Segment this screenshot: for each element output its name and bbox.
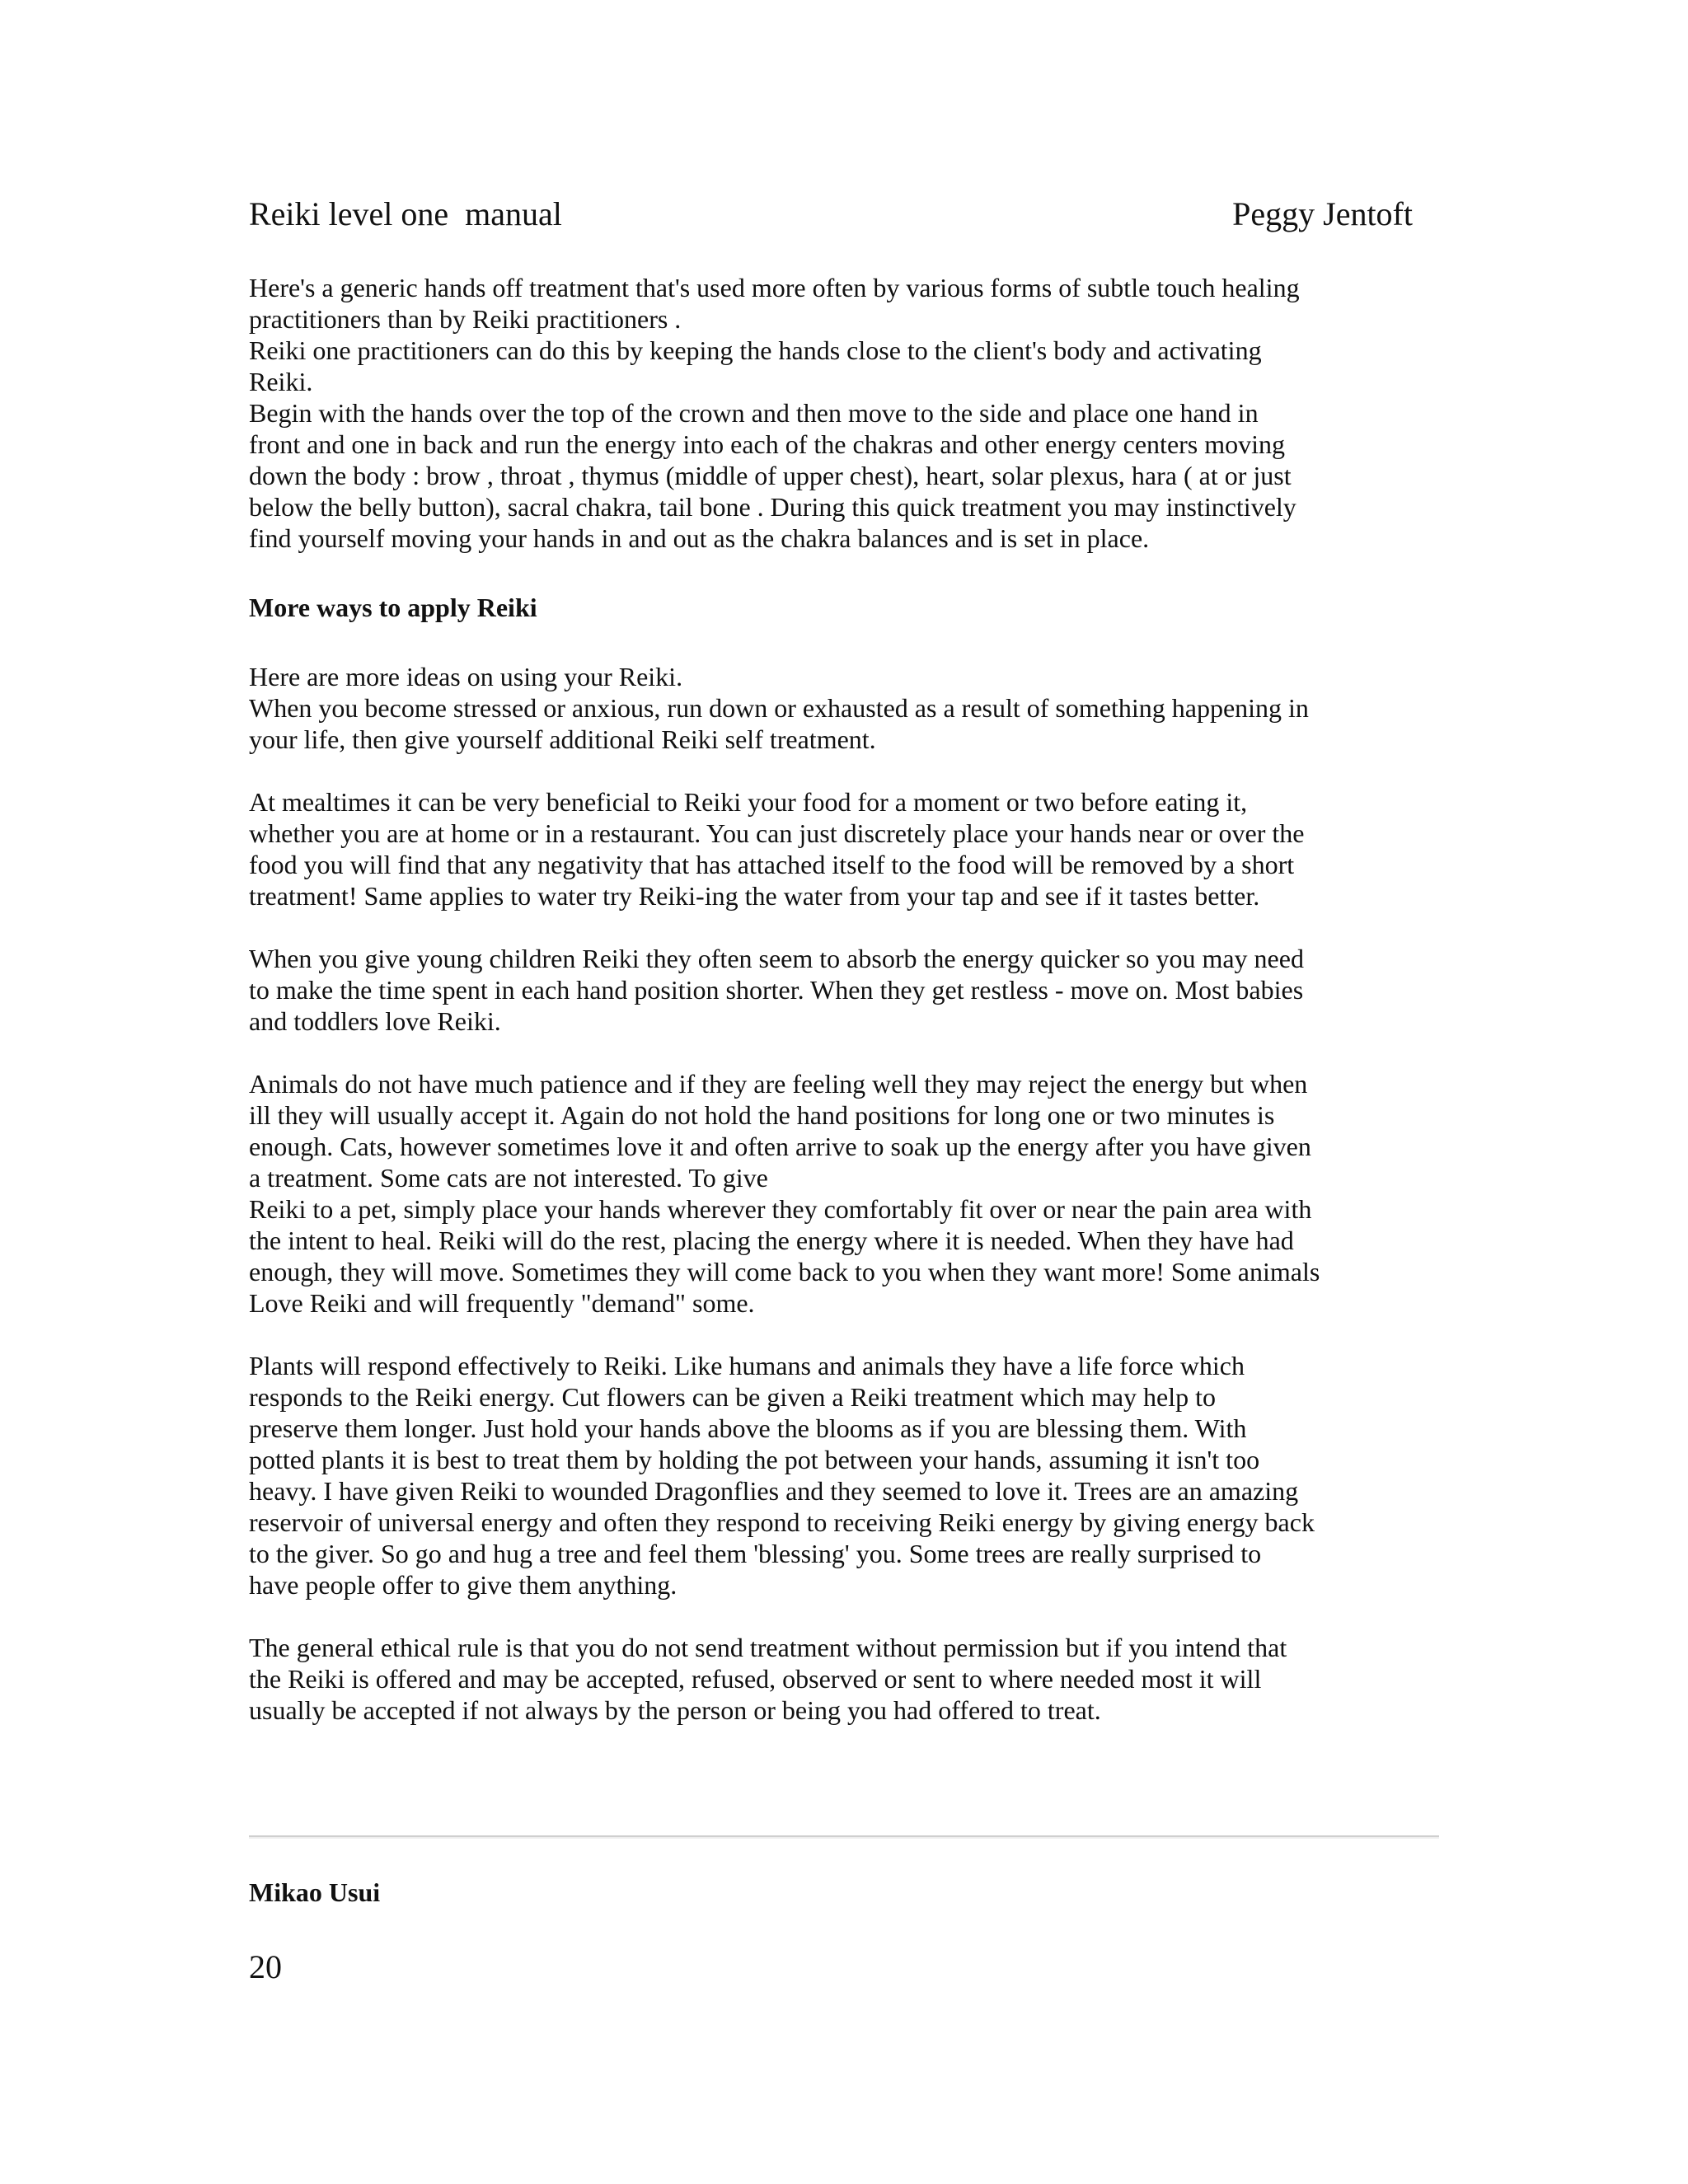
document-author: Peggy Jentoft [1232, 195, 1413, 232]
page-header [249, 194, 1413, 241]
paragraph-ethics: The general ethical rule is that you do not send treatment without permission but if you intend that the Reiki is offered and may be accepted, refused, observed or sent to where needed most it will usually be accepted if not always by the person or being you had offered to treat. [249, 1633, 1287, 1725]
footer-heading: Mikao Usui [249, 1877, 381, 1907]
section-heading: More ways to apply Reiki [249, 593, 537, 622]
page-number: 20 [249, 1948, 282, 1985]
page-body [249, 272, 1419, 1757]
paragraph-plants: Plants will respond effectively to Reiki. Like humans and animals they have a life force which responds to the Reiki energy. Cut flowers can be given a Reiki treatment which may help to preserve them longer. Just hold your hands above the blooms as if you are blessing them. With potted plants it is best to treat them by holding the pot between your hands, assuming it isn't too heavy. I have given Reiki to wounded Dragonflies and they seemed to love it. Trees are an amazing reservoir of universal energy and often they respond to receiving Reiki energy by giving energy back to the giver. So go and hug a tree and feel them 'blessing' you. Some trees are really surprised to have people offer to give them anything. [249, 1351, 1315, 1600]
document-title: Reiki level one manual [249, 195, 562, 232]
horizontal-rule [249, 1835, 1439, 1839]
paragraph-ideas: Here are more ideas on using your Reiki. When you become stressed or anxious, run down or exhausted as a result of something happening in your life, then give yourself additional Reiki self treatment. [249, 662, 1309, 754]
paragraph-mealtimes: At mealtimes it can be very beneficial to Reiki your food for a moment or two before eating it, whether you are at home or in a restaurant. You can just discretely place your hands near or over the food you will find that any negativity that has attached itself to the food will be removed by a short treatment! Same applies to water try Reiki-ing the water from your tap and see if it tastes better. [249, 787, 1305, 911]
intro-paragraph: Here's a generic hands off treatment that's used more often by various forms of subtle touch healing practitioners than by Reiki practitioners . Reiki one practitioners can do this by keeping the hands close to the client's body and activating Reiki. Begin with the hands over the top of the crown and then move to the side and place one hand in front and one in back and run the energy into each of the chakras and other energy centers moving down the body : brow , throat , thymus (middle of upper chest), heart, solar plexus, hara ( at or just below the belly button), sacral chakra, tail bone . During this quick treatment you may instinctively find yourself moving your hands in and out as the chakra balances and is set in place. [249, 273, 1300, 553]
paragraph-children: When you give young children Reiki they often seem to absorb the energy quicker so you may need to make the time spent in each hand position shorter. When they get restless - move on. Most babies and toddlers love Reiki. [249, 944, 1304, 1036]
paragraph-animals: Animals do not have much patience and if they are feeling well they may reject the energy but when ill they will usually accept it. Again do not hold the hand positions for long one or two minutes is enough. Cats, however sometimes love it and often arrive to soak up the energy after you have given a treatment. Some cats are not interested. To give Reiki to a pet, simply place your hands wherever they comfortably fit over or near the pain area with the intent to heal. Reiki will do the rest, placing the energy where it is needed. When they have had enough, they will move. Sometimes they will come back to you when they want more! Some animals Love Reiki and will frequently "demand" some. [249, 1069, 1320, 1318]
